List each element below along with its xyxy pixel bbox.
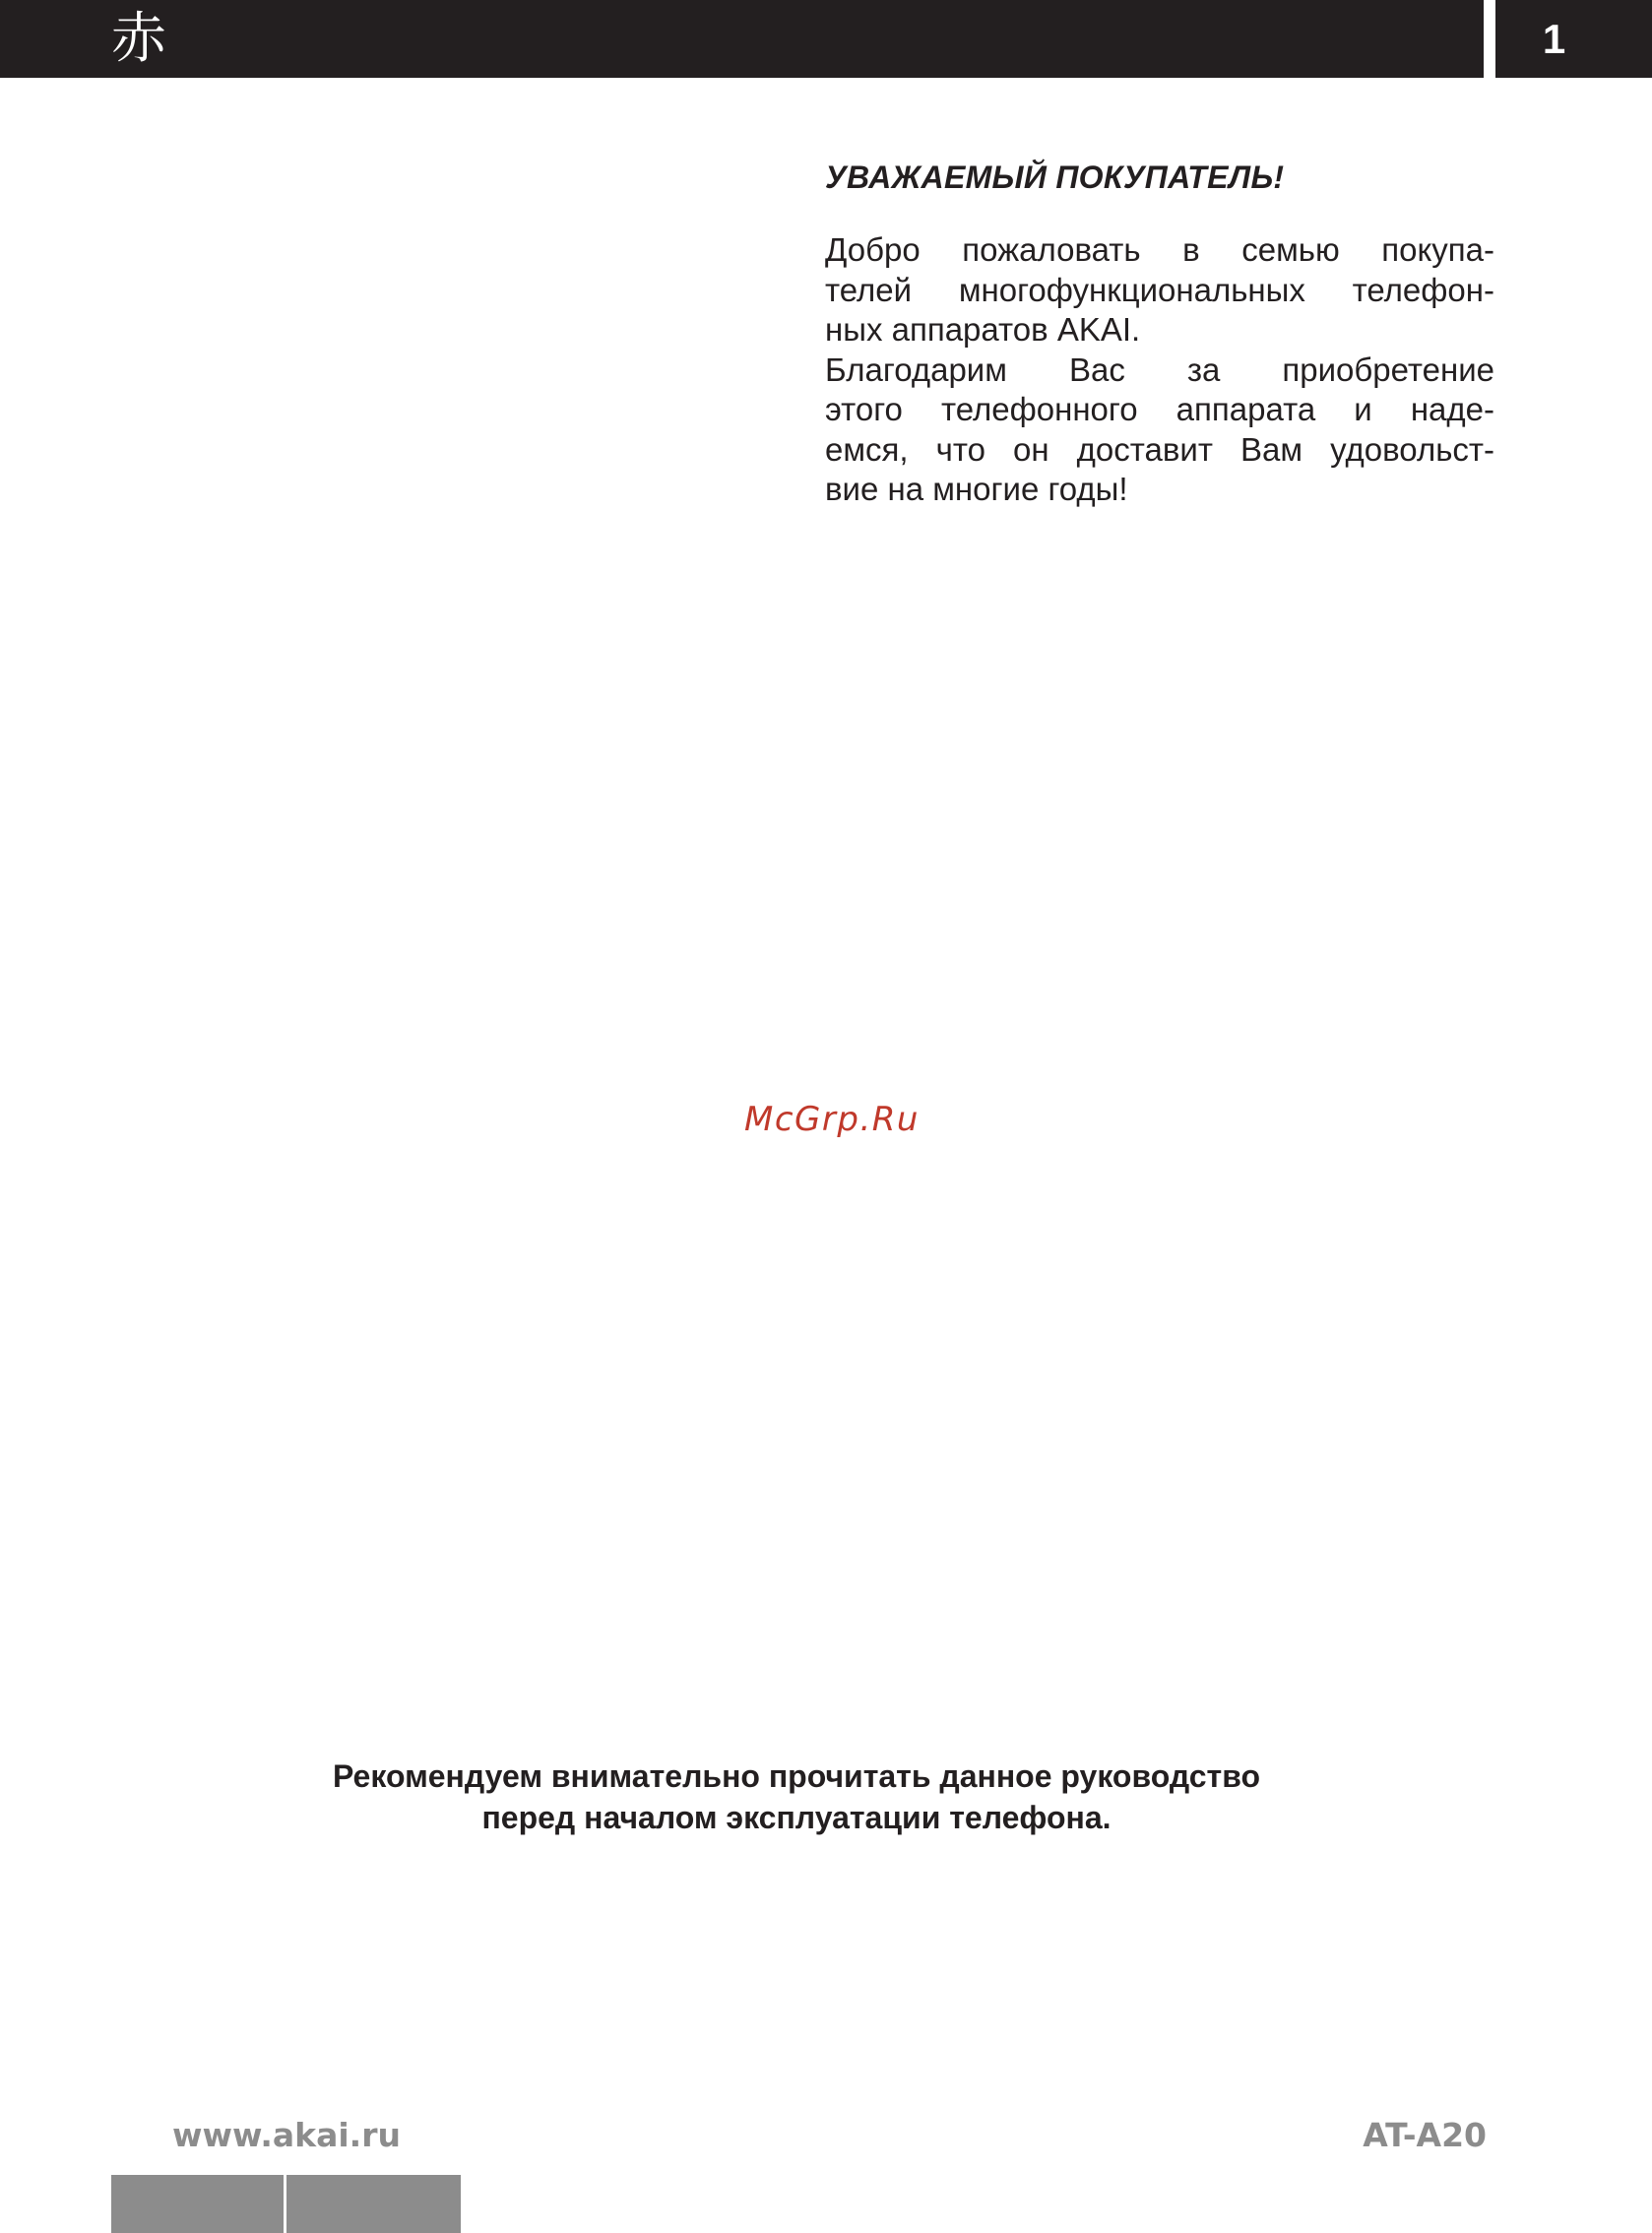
greeting-line: Благодарим Вас за приобретение (825, 351, 1494, 388)
recommendation-line-2: перед началом эксплуатации телефона. (481, 1800, 1112, 1835)
greeting-title: УВАЖАЕМЫЙ ПОКУПАТЕЛЬ! (825, 160, 1285, 195)
greeting-body (825, 230, 1494, 510)
footer-decor-block (111, 2175, 284, 2233)
greeting-line: емся, что он доставит Вам удовольст- (825, 430, 1494, 468)
greeting-line: этого телефонного аппарата и наде- (825, 391, 1494, 427)
footer-decor-block (286, 2175, 461, 2233)
greeting-section (825, 154, 1494, 510)
recommendation-line-1: Рекомендуем внимательно прочитать данное руководство (333, 1758, 1260, 1794)
watermark-text: McGrp.Ru (744, 1100, 920, 1139)
greeting-line: вие на многие годы! (825, 471, 1128, 507)
brand-kanji-logo: 赤 (111, 7, 166, 71)
header-bar (0, 0, 1484, 78)
footer-website: www.akai.ru (172, 2116, 401, 2154)
greeting-line: телей многофункциональных телефон- (825, 271, 1494, 308)
recommendation-note (177, 1755, 1416, 1838)
greeting-line: Добро пожаловать в семью покупа- (825, 231, 1494, 268)
footer-model-name: AT-A20 (1363, 2116, 1487, 2154)
greeting-line: ных аппаратов AKAI. (825, 311, 1141, 348)
page-number: 1 (1542, 16, 1566, 62)
